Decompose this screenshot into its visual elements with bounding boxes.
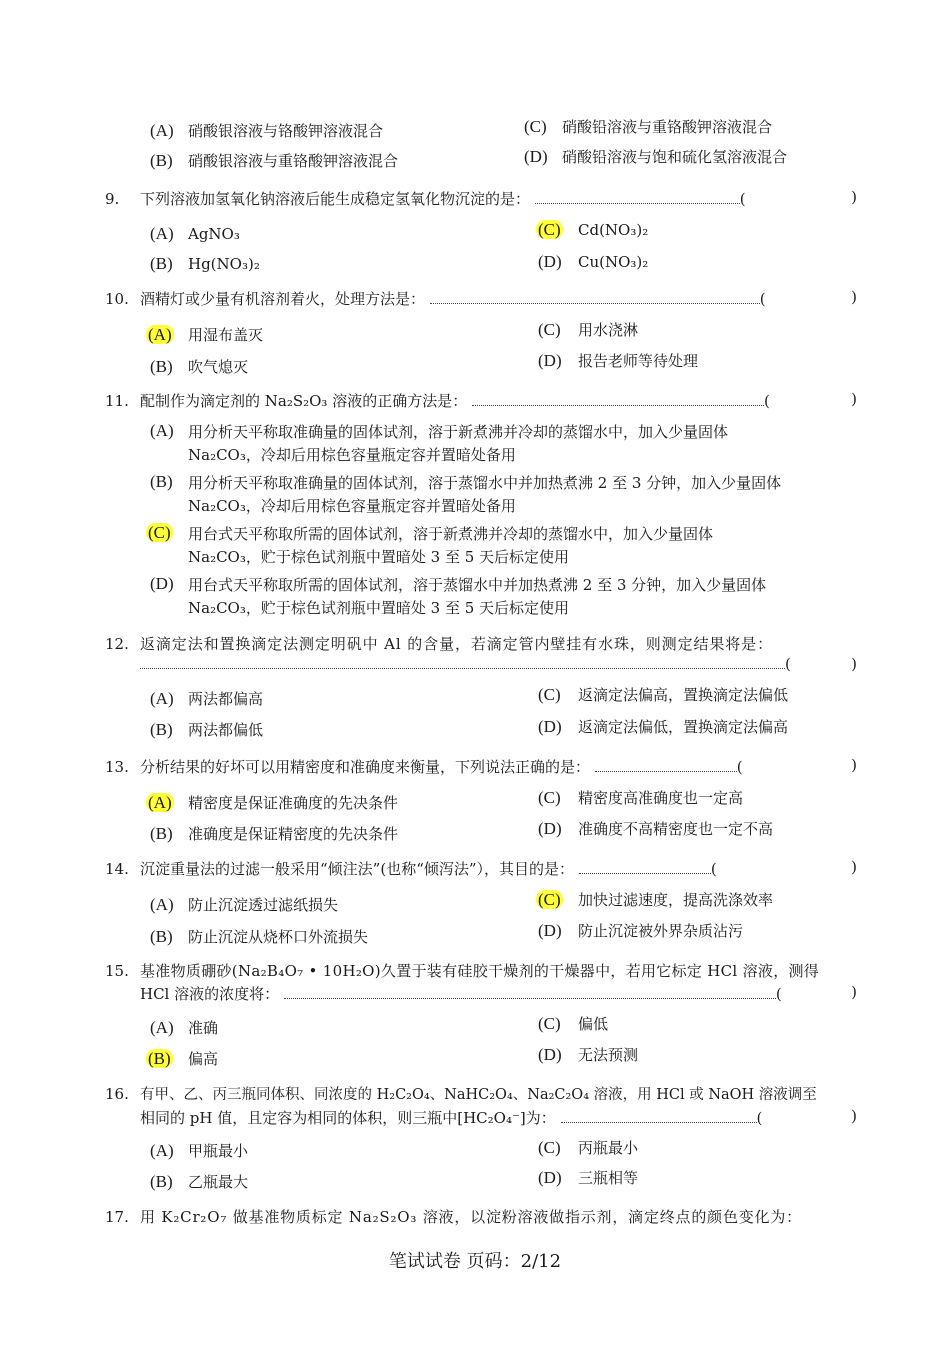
q12-option-b[interactable]: (B) 两法都偏低 <box>150 720 264 739</box>
q15-option-c[interactable]: (C) 偏低 <box>538 1014 609 1033</box>
answer-blank <box>579 861 711 874</box>
answer-blank <box>472 393 764 406</box>
q11-option-c[interactable]: (C) 用台式天平称取所需的固体试剂，溶于新煮沸并冷却的蒸馏水中，加入少量固体 Na₂CO₃，贮于棕色试剂瓶中置暗处 3 至 5 天后标定使用 <box>148 523 714 566</box>
q8-option-d[interactable]: (D) 硝酸铅溶液与饱和硫化氢溶液混合 <box>524 147 788 166</box>
question-17: 17. 用 K₂Cr₂O₇ 做基准物质标定 Na₂S₂O₃ 溶液，以淀粉溶液做指示剂，滴定终点的颜色变化为： <box>105 1208 802 1226</box>
q10-option-c[interactable]: (C) 用水浇淋 <box>538 320 639 339</box>
q13-option-d[interactable]: (D) 准确度不高精密度也一定不高 <box>538 819 774 838</box>
q9-option-b[interactable]: (B) Hg(NO₃)₂ <box>150 254 260 273</box>
q10-option-b[interactable]: (B) 吹气熄灭 <box>150 357 249 376</box>
question-12-blank-line: ( ) <box>140 655 857 673</box>
answer-highlight: (A) <box>148 325 172 344</box>
q9-option-c[interactable]: (C) Cd(NO₃)₂ <box>538 220 649 239</box>
answer-blank <box>284 986 776 999</box>
q16-option-b[interactable]: (B) 乙瓶最大 <box>150 1172 249 1191</box>
q16-option-d[interactable]: (D) 三瓶相等 <box>538 1168 639 1187</box>
q10-option-d[interactable]: (D) 报告老师等待处理 <box>538 351 699 370</box>
q8-option-a[interactable]: (A) 硝酸银溶液与铬酸钾溶液混合 <box>150 121 384 140</box>
question-10: 10. 酒精灯或少量有机溶剂着火，处理方法是： ( ) <box>105 288 857 308</box>
answer-highlight: (C) <box>538 890 561 909</box>
question-12: 12. 返滴定法和置换滴定法测定明矾中 Al 的含量，若滴定管内壁挂有水珠，则测定结果将是： <box>105 635 773 653</box>
q10-option-a[interactable]: (A) 用湿布盖灭 <box>148 325 264 344</box>
question-15-line-2: HCl 溶液的浓度将： ( ) <box>140 983 857 1003</box>
q16-option-a[interactable]: (A) 甲瓶最小 <box>150 1141 249 1160</box>
q14-option-c[interactable]: (C) 加快过滤速度，提高洗涤效率 <box>538 890 774 909</box>
q14-option-d[interactable]: (D) 防止沉淀被外界杂质沾污 <box>538 921 744 940</box>
q13-option-b[interactable]: (B) 准确度是保证精密度的先决条件 <box>150 824 399 843</box>
answer-blank <box>561 1110 757 1123</box>
q12-option-a[interactable]: (A) 两法都偏高 <box>150 689 264 708</box>
q14-option-b[interactable]: (B) 防止沉淀从烧杯口外流损失 <box>150 927 369 946</box>
q8-option-c[interactable]: (C) 硝酸铅溶液与重铬酸钾溶液混合 <box>524 117 773 136</box>
question-16: 16. 有甲、乙、丙三瓶同体积、同浓度的 H₂C₂O₄、NaHC₂O₄、Na₂C₂O₄ 溶液，用 HCl 或 NaOH 溶液调至 <box>105 1085 817 1103</box>
q8-option-b[interactable]: (B) 硝酸银溶液与重铬酸钾溶液混合 <box>150 151 399 170</box>
answer-highlight: (C) <box>148 523 171 542</box>
q15-option-b[interactable]: (B) 偏高 <box>148 1049 219 1068</box>
answer-blank <box>140 656 785 669</box>
q16-option-c[interactable]: (C) 丙瓶最小 <box>538 1138 639 1157</box>
q11-option-d[interactable]: (D) 用台式天平称取所需的固体试剂，溶于蒸馏水中并加热煮沸 2 至 3 分钟，加入少量固体 Na₂CO₃，贮于棕色试剂瓶中置暗处 3 至 5 天后标定使用 <box>150 574 767 617</box>
question-15: 15. 基准物质硼砂(Na₂B₄O₇ • 10H₂O)久置于装有硅胶干燥剂的干燥器中，若用它标定 HCl 溶液，测得 <box>105 962 820 980</box>
q9-option-d[interactable]: (D) Cu(NO₃)₂ <box>538 252 649 271</box>
q9-option-a[interactable]: (A) AgNO₃ <box>150 224 240 243</box>
answer-blank <box>535 191 740 204</box>
question-16-line-2: 相同的 pH 值，且定容为相同的体积，则三瓶中[HC₂O₄⁻]为： ( ) <box>140 1107 857 1127</box>
question-9: 9. 下列溶液加氢氧化钠溶液后能生成稳定氢氧化物沉淀的是： ( ) <box>105 188 857 208</box>
q13-option-c[interactable]: (C) 精密度高准确度也一定高 <box>538 788 744 807</box>
answer-highlight: (A) <box>148 793 172 812</box>
q11-option-a[interactable]: (A) 用分析天平称取准确量的固体试剂，溶于新煮沸并冷却的蒸馏水中，加入少量固体 Na₂CO₃，冷却后用棕色容量瓶定容并置暗处备用 <box>150 421 729 464</box>
q14-option-a[interactable]: (A) 防止沉淀透过滤纸损失 <box>150 895 339 914</box>
question-11: 11. 配制作为滴定剂的 Na₂S₂O₃ 溶液的正确方法是： ( ) <box>105 390 857 410</box>
answer-blank <box>595 759 737 772</box>
answer-highlight: (B) <box>148 1049 171 1068</box>
question-13: 13. 分析结果的好坏可以用精密度和准确度来衡量，下列说法正确的是： ( ) <box>105 756 857 776</box>
question-14: 14. 沉淀重量法的过滤一般采用“倾注法”(也称“倾泻法”），其目的是： ( ) <box>105 858 857 878</box>
q15-option-d[interactable]: (D) 无法预测 <box>538 1045 639 1064</box>
q12-option-c[interactable]: (C) 返滴定法偏高，置换滴定法偏低 <box>538 685 789 704</box>
answer-highlight: (C) <box>538 220 561 239</box>
q12-option-d[interactable]: (D) 返滴定法偏低，置换滴定法偏高 <box>538 717 789 736</box>
q11-option-b[interactable]: (B) 用分析天平称取准确量的固体试剂，溶于蒸馏水中并加热煮沸 2 至 3 分钟，加入少量固体 Na₂CO₃，冷却后用棕色容量瓶定容并置暗处备用 <box>150 472 782 515</box>
q15-option-a[interactable]: (A) 准确 <box>150 1018 219 1037</box>
answer-blank <box>430 291 760 304</box>
page-footer: 笔试试卷 页码：2/12 <box>388 1251 562 1272</box>
q13-option-a[interactable]: (A) 精密度是保证准确度的先决条件 <box>148 793 399 812</box>
